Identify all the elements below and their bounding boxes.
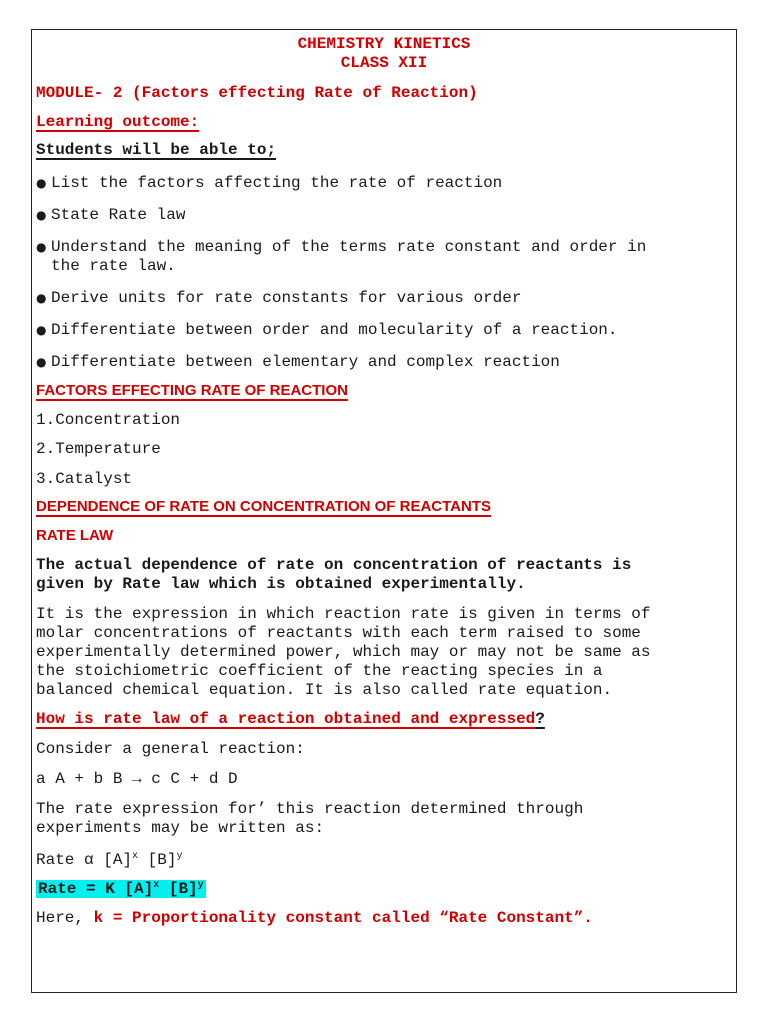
rate-equation-highlight: Rate = K $[A]^x$ $[B]^y$ <box>38 880 204 898</box>
rate-expression-text-line1: The rate expression for’ this reaction determined through <box>36 800 584 818</box>
rate-law-heading: RATE LAW <box>36 527 114 544</box>
rate-law-para-line: experimentally determined power, which may or may not be same as <box>36 643 651 661</box>
factor-item: 2.Temperature <box>36 440 161 458</box>
rate-law-statement-line2: given by Rate law which is obtained experimentally. <box>36 575 526 593</box>
general-reaction: a A + b B → c C + d D <box>36 770 238 788</box>
rate-equation <box>36 880 206 899</box>
bullet-icon: ● <box>36 208 47 222</box>
bullet-icon: ● <box>36 355 47 369</box>
rate-constant-definition: Here, k = Proportionality constant called “Rate Constant”. <box>36 909 593 927</box>
bullet-icon: ● <box>36 240 47 254</box>
rate-law-para-line: It is the expression in which reaction rate is given in terms of <box>36 605 651 623</box>
rate-law-para-line: molar concentrations of reactants with each term raised to some <box>36 624 641 642</box>
rate-law-para-line: balanced chemical equation. It is also called rate equation. <box>36 681 613 699</box>
rate-expression-text-line2: experiments may be written as: <box>36 819 325 837</box>
consider-text: Consider a general reaction: <box>36 740 305 758</box>
proportionality-expression: Rate α $[A]^x$ $[B]^y$ <box>36 851 183 869</box>
factor-item: 1.Concentration <box>36 411 181 429</box>
class-label: CLASS XII <box>340 54 428 72</box>
how-question: How is rate law of a reaction obtained and expressed? <box>36 710 545 728</box>
rate-law-statement-line1: The actual dependence of rate on concentration of reactants is <box>36 556 632 574</box>
factor-item: 3.Catalyst <box>36 470 133 488</box>
rate-law-para-line: the stoichiometric coefficient of the reacting species in a <box>36 662 603 680</box>
module-title: MODULE- 2 (Factors effecting Rate of Reaction) <box>36 84 478 102</box>
learning-outcome-heading: Learning outcome: <box>36 113 200 131</box>
learning-intro: Students will be able to; <box>36 141 277 159</box>
doc-title: CHEMISTRY KINETICS <box>297 35 471 53</box>
dependence-heading: DEPENDENCE OF RATE ON CONCENTRATION OF REACTANTS <box>36 498 492 515</box>
bullet-icon: ● <box>36 176 47 190</box>
list-item-continuation: the rate law. <box>51 257 176 275</box>
factors-heading: FACTORS EFFECTING RATE OF REACTION <box>36 382 348 399</box>
bullet-icon: ● <box>36 291 47 305</box>
bullet-icon: ● <box>36 323 47 337</box>
